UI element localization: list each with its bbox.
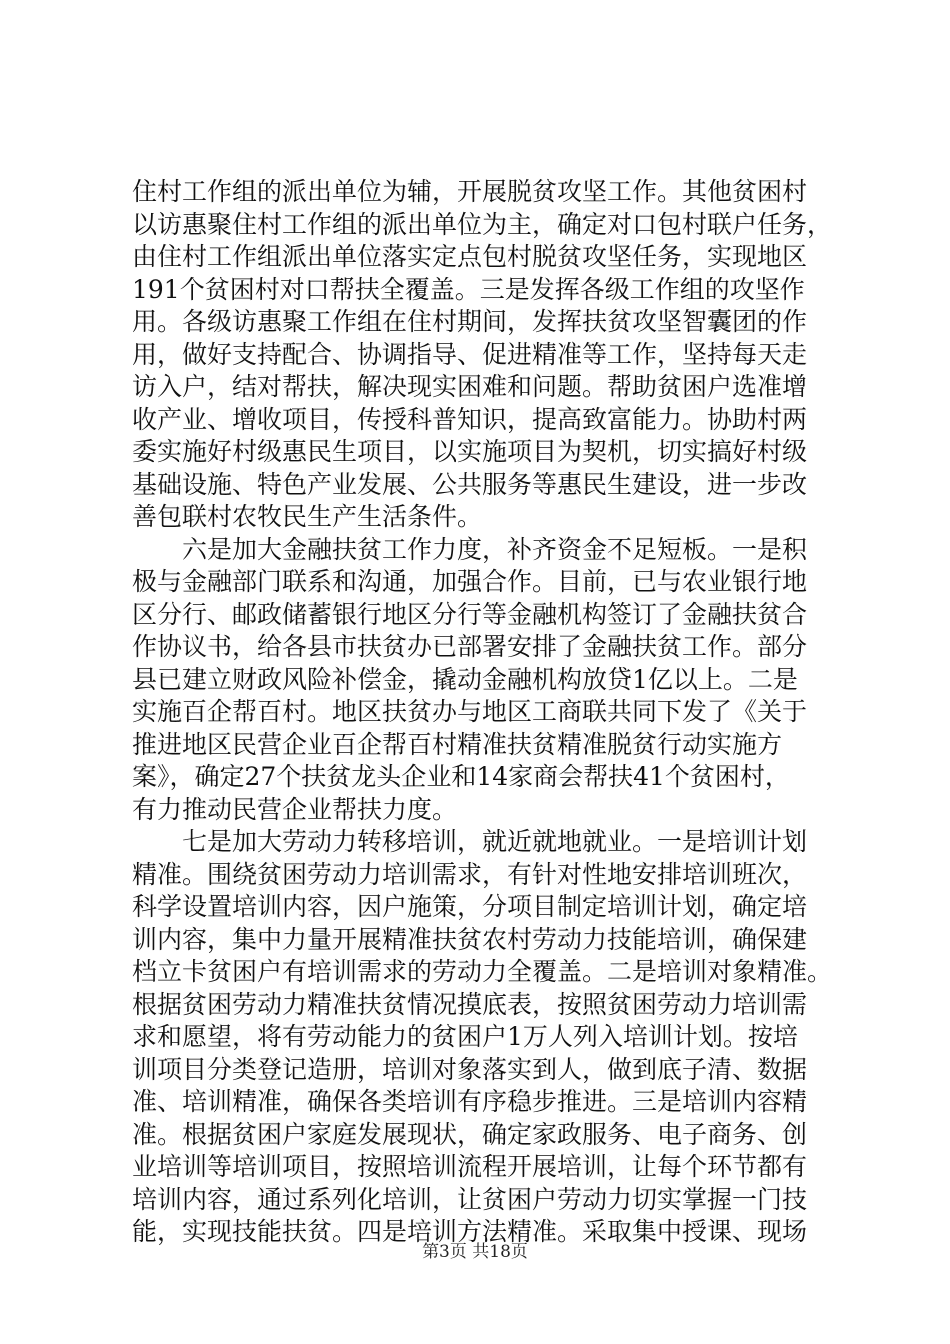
- text-line: 191个贫困村对口帮扶全覆盖。三是发挥各级工作组的攻坚作: [132, 274, 805, 304]
- text-line: 准。根据贫困户家庭发展现状，确定家政服务、电子商务、创: [132, 1119, 808, 1149]
- text-line: 县已建立财政风险补偿金，撬动金融机构放贷1亿以上。二是: [132, 664, 798, 694]
- text-line: 善包联村农牧民生产生活条件。: [132, 502, 483, 531]
- paragraph-3: [132, 826, 832, 1249]
- text-line: 访入户，结对帮扶，解决现实困难和问题。帮助贫困户选准增: [132, 372, 808, 401]
- text-line: 收产业、增收项目，传授科普知识，提高致富能力。协助村两: [132, 404, 808, 434]
- text-line: 用，做好支持配合、协调指导、促进精准等工作，坚持每天走: [132, 339, 808, 369]
- text-line: 基础设施、特色产业发展、公共服务等惠民生建设，进一步改: [132, 469, 808, 499]
- page-number-footer: 第3页 共18页: [422, 1242, 528, 1262]
- text-line: 由住村工作组派出单位落实定点包村脱贫攻坚任务，实现地区: [132, 242, 808, 271]
- text-line: 科学设置培训内容，因户施策，分项目制定培训计划，确定培: [132, 892, 808, 921]
- text-line: 实施百企帮百村。地区扶贫办与地区工商联共同下发了《关于: [132, 697, 808, 726]
- document-body: [132, 176, 832, 1249]
- text-line: 用。各级访惠聚工作组在住村期间，发挥扶贫攻坚智囊团的作: [132, 307, 808, 336]
- text-line: 根据贫困劳动力精准扶贫情况摸底表，按照贫困劳动力培训需: [132, 989, 808, 1019]
- text-line: 有力推动民营企业帮扶力度。: [132, 794, 458, 824]
- text-line: 档立卡贫困户有培训需求的劳动力全覆盖。二是培训对象精准。: [132, 957, 832, 986]
- text-line: 能，实现技能扶贫。四是培训方法精准。采取集中授课、现场: [132, 1217, 808, 1246]
- text-line: 极与金融部门联系和沟通，加强合作。目前，已与农业银行地: [132, 567, 808, 596]
- paragraph-2: [132, 534, 832, 827]
- text-line: 推进地区民营企业百企帮百村精准扶贫精准脱贫行动实施方: [132, 729, 783, 759]
- text-line: 作协议书，给各县市扶贫办已部署安排了金融扶贫工作。部分: [132, 632, 808, 661]
- text-line: 案》，确定27个扶贫龙头企业和14家商会帮扶41个贫困村，: [132, 762, 790, 791]
- text-line: 精准。围绕贫困劳动力培训需求，有针对性地安排培训班次，: [132, 859, 808, 889]
- text-line: 以访惠聚住村工作组的派出单位为主，确定对口包村联户任务，: [132, 209, 832, 239]
- text-line: 训项目分类登记造册，培训对象落实到人，做到底子清、数据: [132, 1054, 808, 1084]
- text-line: 住村工作组的派出单位为辅，开展脱贫攻坚工作。其他贫困村: [132, 177, 808, 206]
- text-line: 区分行、邮政储蓄银行地区分行等金融机构签订了金融扶贫合: [132, 599, 808, 629]
- text-line: 准、培训精准，确保各类培训有序稳步推进。三是培训内容精: [132, 1087, 808, 1116]
- text-line: 求和愿望，将有劳动能力的贫困户1万人列入培训计划。按培: [132, 1022, 798, 1051]
- paragraph-1: [132, 176, 832, 534]
- text-line: 训内容，集中力量开展精准扶贫农村劳动力技能培训，确保建: [132, 924, 808, 954]
- text-line: 委实施好村级惠民生项目，以实施项目为契机，切实搞好村级: [132, 437, 808, 466]
- text-line: 培训内容，通过系列化培训，让贫困户劳动力切实掌握一门技: [132, 1184, 808, 1214]
- text-line: 七是加大劳动力转移培训，就近就地就业。一是培训计划: [182, 827, 808, 856]
- text-line: 六是加大金融扶贫工作力度，补齐资金不足短板。一是积: [182, 534, 808, 564]
- text-line: 业培训等培训项目，按照培训流程开展培训，让每个环节都有: [132, 1152, 808, 1181]
